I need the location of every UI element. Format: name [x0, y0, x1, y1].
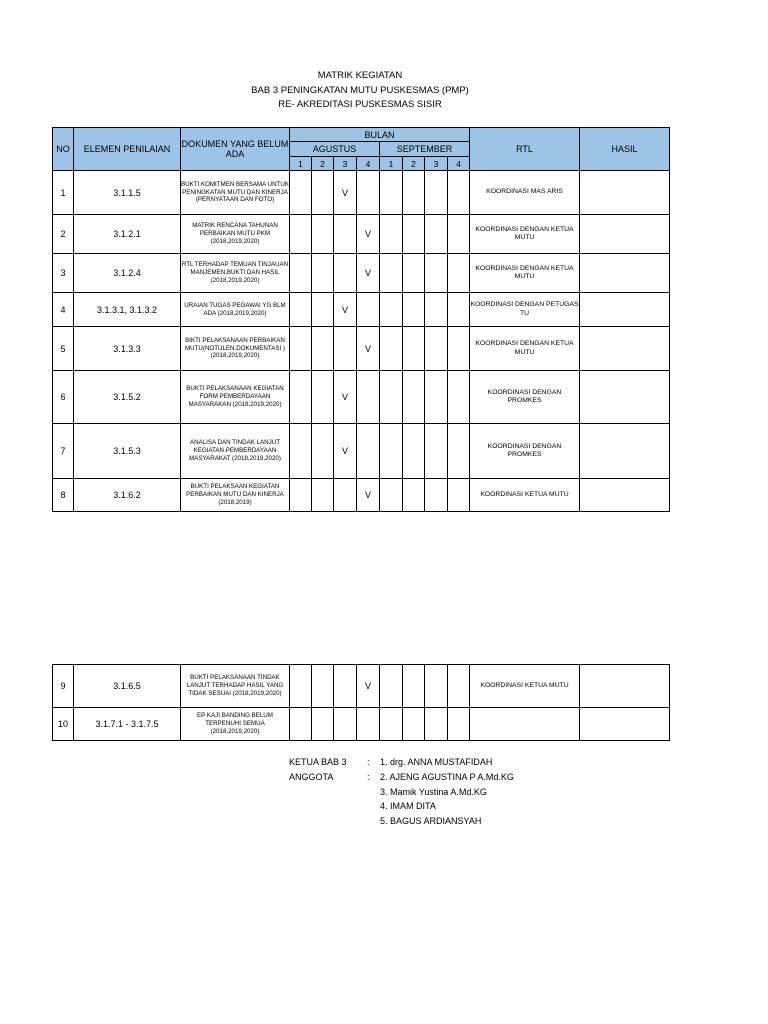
elemen-cell: 3.1.2.1 [74, 215, 181, 254]
schedule-mark-cell [312, 215, 334, 254]
row-number: 4 [53, 293, 74, 327]
row-number: 3 [53, 254, 74, 293]
week-header: 2 [312, 157, 334, 171]
rtl-cell: KOORDINASI KETUA MUTU [470, 479, 580, 512]
header-september: SEPTEMBER [380, 142, 470, 157]
separator: : [367, 757, 370, 767]
schedule-mark-cell: V [357, 665, 380, 708]
schedule-mark-cell [380, 254, 403, 293]
schedule-mark-cell [403, 708, 425, 741]
schedule-mark-cell [380, 215, 403, 254]
schedule-mark-cell: V [334, 171, 357, 215]
rtl-cell [470, 708, 580, 741]
dokumen-cell: BUKTI PELAKSAAN KEGIATAN PERBAIKAN MUTU DAN KINERJA (2018,2019) [181, 479, 290, 512]
header-no: NO [53, 128, 74, 171]
schedule-mark-cell [448, 293, 470, 327]
schedule-mark-cell [380, 327, 403, 371]
hasil-cell [580, 708, 670, 741]
hasil-cell [580, 254, 670, 293]
table-row [53, 424, 670, 479]
schedule-mark-cell [425, 665, 448, 708]
schedule-mark-cell [380, 371, 403, 424]
header-elemen: ELEMEN PENILAIAN [74, 128, 181, 171]
title-line-2: BAB 3 PENINGKATAN MUTU PUSKESMAS (PMP) [251, 84, 469, 96]
dokumen-cell: BUKTI KOMITMEN BERSAMA UNTUK PENINGKATAN MUTU DAN KINERJA (PERNYATAAN DAN FOTO) [181, 171, 290, 215]
rtl-cell: KOORDINASI DENGAN PETUGAS TU [470, 293, 580, 327]
elemen-cell: 3.1.5.3 [74, 424, 181, 479]
separator: : [367, 771, 370, 782]
row-number: 5 [53, 327, 74, 371]
hasil-cell [580, 665, 670, 708]
schedule-mark-cell [403, 665, 425, 708]
schedule-mark-cell [425, 479, 448, 512]
schedule-mark-cell [312, 424, 334, 479]
schedule-mark-cell: V [357, 254, 380, 293]
schedule-mark-cell [312, 327, 334, 371]
schedule-mark-cell [448, 665, 470, 708]
schedule-mark-cell [448, 479, 470, 512]
table-row [53, 371, 670, 424]
schedule-mark-cell [312, 171, 334, 215]
table-row [53, 665, 670, 708]
week-header: 3 [334, 157, 357, 171]
elemen-cell: 3.1.3.3 [74, 327, 181, 371]
schedule-mark-cell [425, 371, 448, 424]
schedule-mark-cell [290, 254, 312, 293]
header-rtl: RTL [470, 128, 580, 171]
schedule-mark-cell [334, 665, 357, 708]
hasil-cell [580, 293, 670, 327]
row-number: 6 [53, 371, 74, 424]
schedule-mark-cell: V [334, 371, 357, 424]
schedule-mark-cell [312, 708, 334, 741]
dokumen-cell: ANALISA DAN TINDAK LANJUT KEGIATAN PEMBERDAYAAN MASYARAKAT (2018,2019,2020) [181, 424, 290, 479]
elemen-cell: 3.1.3.1, 3.1.3.2 [74, 293, 181, 327]
elemen-cell: 3.1.5.2 [74, 371, 181, 424]
schedule-mark-cell [312, 479, 334, 512]
schedule-mark-cell [312, 293, 334, 327]
week-header: 1 [380, 157, 403, 171]
table-row [53, 327, 670, 371]
schedule-mark-cell [425, 293, 448, 327]
schedule-mark-cell [380, 293, 403, 327]
schedule-mark-cell [290, 327, 312, 371]
schedule-mark-cell [290, 708, 312, 741]
hasil-cell [580, 479, 670, 512]
schedule-mark-cell [403, 371, 425, 424]
dokumen-cell: MATRIK RENCANA TAHUNAN PERBAIKAN MUTU PKM (2018,2019,2020) [181, 215, 290, 254]
anggota-row [289, 770, 680, 785]
schedule-mark-cell [425, 171, 448, 215]
table-row [53, 171, 670, 215]
week-header: 4 [448, 157, 470, 171]
rtl-cell: KOORDINASI DENGAN KETUA MUTU [470, 215, 580, 254]
table-row [53, 708, 670, 741]
hasil-cell [580, 327, 670, 371]
anggota-label: ANGGOTA [289, 771, 334, 782]
member-row [289, 814, 680, 829]
schedule-mark-cell [357, 424, 380, 479]
schedule-mark-cell [290, 371, 312, 424]
hasil-cell [580, 171, 670, 215]
schedule-mark-cell [357, 371, 380, 424]
schedule-mark-cell [380, 479, 403, 512]
schedule-mark-cell [403, 327, 425, 371]
schedule-mark-cell [380, 171, 403, 215]
dokumen-cell: RTL TERHADAP TEMUAN TINJAUAN MANJEMEN,BUKTI DAN HASIL (2018,2019,2020) [181, 254, 290, 293]
table-row [53, 215, 670, 254]
schedule-mark-cell [425, 215, 448, 254]
table-row [53, 254, 670, 293]
table-row [53, 479, 670, 512]
week-header: 4 [357, 157, 380, 171]
schedule-mark-cell [290, 479, 312, 512]
rtl-cell: KOORDINASI MAS ARIS [470, 171, 580, 215]
schedule-mark-cell [290, 665, 312, 708]
schedule-mark-cell [403, 215, 425, 254]
schedule-mark-cell [425, 424, 448, 479]
schedule-mark-cell [448, 254, 470, 293]
schedule-mark-cell [334, 327, 357, 371]
schedule-mark-cell [334, 479, 357, 512]
schedule-mark-cell [357, 293, 380, 327]
ketua-row [289, 755, 680, 770]
schedule-mark-cell: V [357, 327, 380, 371]
hasil-cell [580, 215, 670, 254]
hasil-cell [580, 371, 670, 424]
header-hasil: HASIL [580, 128, 670, 171]
dokumen-cell: URAIAN TUGAS PEGAWAI YG BLM ADA (2018,2019,2020) [181, 293, 290, 327]
schedule-mark-cell [334, 708, 357, 741]
schedule-mark-cell [334, 254, 357, 293]
schedule-mark-cell: V [334, 293, 357, 327]
schedule-mark-cell [403, 293, 425, 327]
schedule-mark-cell [312, 665, 334, 708]
schedule-mark-cell [448, 327, 470, 371]
title-line-1: MATRIK KEGIATAN [317, 70, 403, 81]
schedule-mark-cell [448, 171, 470, 215]
schedule-mark-cell [357, 708, 380, 741]
schedule-mark-cell [312, 371, 334, 424]
header-dokumen: DOKUMEN YANG BELUM ADA [181, 128, 290, 171]
schedule-mark-cell: V [357, 479, 380, 512]
dokumen-cell: BUKTI PELAKSANAAN KEGIATAN FORM PEMBERDAYAAN MASYARAKAN (2018,2019,2020) [181, 371, 290, 424]
schedule-mark-cell [380, 424, 403, 479]
activity-matrix-table-continued [52, 664, 670, 741]
schedule-mark-cell [290, 171, 312, 215]
member-row [289, 785, 680, 800]
schedule-mark-cell: V [357, 215, 380, 254]
rtl-cell: KOORDINASI DENGAN PROMKES [470, 424, 580, 479]
schedule-mark-cell [290, 215, 312, 254]
schedule-mark-cell [403, 479, 425, 512]
header-bulan: BULAN [290, 128, 470, 142]
member-name: 3. Mamik Yustina A.Md.KG [380, 786, 487, 797]
schedule-mark-cell [448, 708, 470, 741]
member-name: 2. AJENG AGUSTINA P A.Md.KG [380, 771, 514, 782]
schedule-mark-cell [290, 424, 312, 479]
activity-matrix-table [52, 127, 670, 512]
week-header: 2 [403, 157, 425, 171]
dokumen-cell: EP KAJI BANDING BELUM TERPENUHI SEMUA (2018,2019,2020) [181, 708, 290, 741]
member-name: 4. IMAM DITA [380, 801, 436, 812]
dokumen-cell: BUKTI PELAKSANAAN TINDAK LANJUT TERHADAP HASIL YANG TIDAK SESUAI (2018,2019,2020) [181, 665, 290, 708]
member-row [289, 799, 680, 814]
row-number: 7 [53, 424, 74, 479]
schedule-mark-cell: V [334, 424, 357, 479]
row-number: 9 [53, 665, 74, 708]
schedule-mark-cell [403, 254, 425, 293]
dokumen-cell: BIKTI PELAKSANAAN PERBAIKAN MUTU(NOTULEN,DOKUMENTASI )(2018,2019,2020) [181, 327, 290, 371]
schedule-mark-cell [448, 424, 470, 479]
rtl-cell: KOORDINASI KETUA MUTU [470, 665, 580, 708]
row-number: 8 [53, 479, 74, 512]
schedule-mark-cell [380, 708, 403, 741]
row-number: 10 [53, 708, 74, 741]
team-members [289, 755, 680, 829]
schedule-mark-cell [357, 171, 380, 215]
schedule-mark-cell [448, 215, 470, 254]
week-header: 1 [290, 157, 312, 171]
elemen-cell: 3.1.7.1 - 3.1.7.5 [74, 708, 181, 741]
schedule-mark-cell [425, 254, 448, 293]
rtl-cell: KOORDINASI DENGAN PROMKES [470, 371, 580, 424]
row-number: 2 [53, 215, 74, 254]
schedule-mark-cell [334, 215, 357, 254]
table-row [53, 293, 670, 327]
schedule-mark-cell [380, 665, 403, 708]
week-header: 3 [425, 157, 448, 171]
schedule-mark-cell [448, 371, 470, 424]
member-name: 1. drg. ANNA MUSTAFIDAH [380, 757, 493, 767]
document-title [0, 69, 720, 113]
schedule-mark-cell [290, 293, 312, 327]
schedule-mark-cell [403, 171, 425, 215]
schedule-mark-cell [425, 708, 448, 741]
schedule-mark-cell [312, 254, 334, 293]
elemen-cell: 3.1.1.5 [74, 171, 181, 215]
elemen-cell: 3.1.6.5 [74, 665, 181, 708]
header-agustus: AGUSTUS [290, 142, 380, 157]
member-name: 5. BAGUS ARDIANSYAH [380, 816, 482, 827]
elemen-cell: 3.1.6.2 [74, 479, 181, 512]
elemen-cell: 3.1.2.4 [74, 254, 181, 293]
ketua-label: KETUA BAB 3 [289, 757, 347, 767]
title-line-3: RE- AKREDITASI PUSKESMAS SISIR [278, 99, 442, 110]
schedule-mark-cell [425, 327, 448, 371]
rtl-cell: KOORDINASI DENGAN KETUA MUTU [470, 327, 580, 371]
row-number: 1 [53, 171, 74, 215]
schedule-mark-cell [403, 424, 425, 479]
rtl-cell: KOORDINASI DENGAN KETUA MUTU [470, 254, 580, 293]
hasil-cell [580, 424, 670, 479]
